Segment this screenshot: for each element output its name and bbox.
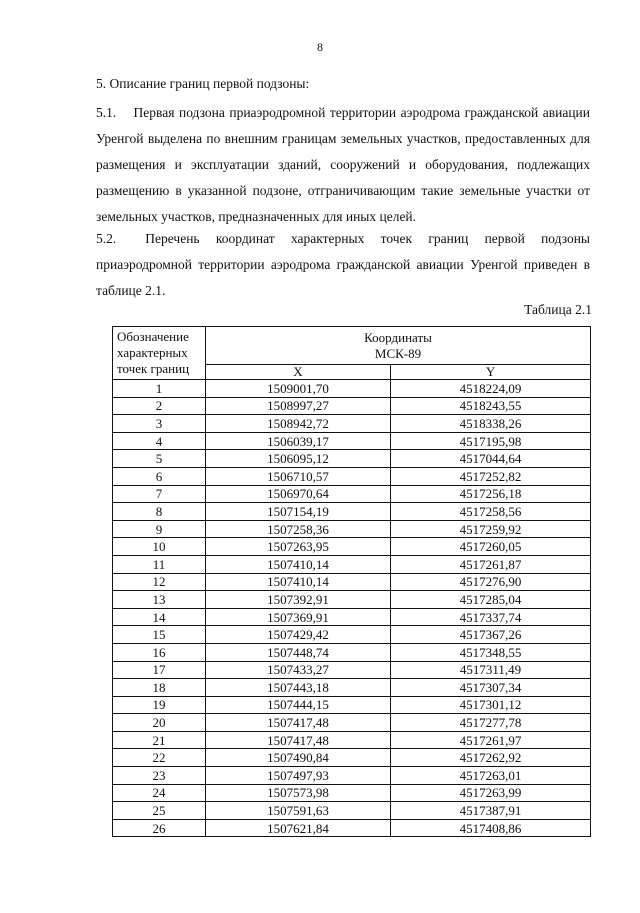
table-row (113, 696, 591, 714)
y-coordinate-cell: 4517348,55 (391, 643, 591, 661)
page-number: 8 (317, 40, 323, 54)
table-row (113, 538, 591, 556)
x-coordinate-cell: 1506095,12 (206, 450, 391, 468)
y-coordinate-cell: 4517277,78 (391, 714, 591, 732)
y-coordinate-cell: 4517285,04 (391, 591, 591, 609)
point-number-cell: 4 (113, 432, 206, 450)
y-coordinate-cell: 4517262,92 (391, 749, 591, 767)
x-coordinate-cell: 1507490,84 (206, 749, 391, 767)
coordinates-header-system: МСК-89 (374, 345, 422, 361)
x-coordinate-cell: 1507392,91 (206, 591, 391, 609)
x-coordinate-cell: 1509001,70 (206, 380, 391, 398)
y-coordinate-cell: 4517301,12 (391, 696, 591, 714)
point-number-cell: 6 (113, 467, 206, 485)
x-coordinate-cell: 1507448,74 (206, 643, 391, 661)
coordinates-header (206, 327, 591, 365)
point-number-cell: 26 (113, 819, 206, 837)
table-row (113, 380, 591, 398)
point-number-cell: 21 (113, 731, 206, 749)
x-coordinate-cell: 1506039,17 (206, 432, 391, 450)
table-row (113, 784, 591, 802)
table-row (113, 661, 591, 679)
y-coordinate-cell: 4517276,90 (391, 573, 591, 591)
table-row (113, 485, 591, 503)
y-coordinate-cell: 4517261,97 (391, 731, 591, 749)
x-coordinate-cell: 1507573,98 (206, 784, 391, 802)
table-row (113, 555, 591, 573)
point-number-cell: 25 (113, 802, 206, 820)
table-row (113, 714, 591, 732)
table-row (113, 397, 591, 415)
x-coordinate-cell: 1507591,63 (206, 802, 391, 820)
x-header: X (206, 365, 391, 380)
x-coordinate-cell: 1507258,36 (206, 520, 391, 538)
y-coordinate-cell: 4517307,34 (391, 679, 591, 697)
y-coordinate-cell: 4518243,55 (391, 397, 591, 415)
point-number-cell: 3 (113, 415, 206, 433)
point-number-cell: 20 (113, 714, 206, 732)
point-number-cell: 2 (113, 397, 206, 415)
x-coordinate-cell: 1507263,95 (206, 538, 391, 556)
point-number-cell: 23 (113, 767, 206, 785)
coordinates-header-title: Координаты (364, 329, 432, 345)
point-number-cell: 7 (113, 485, 206, 503)
coordinates-table (112, 326, 591, 837)
table-row (113, 415, 591, 433)
x-coordinate-cell: 1507444,15 (206, 696, 391, 714)
y-coordinate-cell: 4517252,82 (391, 467, 591, 485)
y-coordinate-cell: 4517195,98 (391, 432, 591, 450)
y-coordinate-cell: 4517387,91 (391, 802, 591, 820)
table-row (113, 503, 591, 521)
y-coordinate-cell: 4517311,49 (391, 661, 591, 679)
y-coordinate-cell: 4517408,86 (391, 819, 591, 837)
x-coordinate-cell: 1507410,14 (206, 555, 391, 573)
y-header: Y (391, 365, 591, 380)
x-coordinate-cell: 1506970,64 (206, 485, 391, 503)
x-coordinate-cell: 1507621,84 (206, 819, 391, 837)
paragraph-text: Первая подзона приаэродромной территории аэродрома гражданской авиации Уренгой выделена по внешним границам земельных участков, предоставленных для размещения и эксплуатации зданий, сооружений и оборудования, подлежащих размещению в указанной подзоне, отграничивающим такие земельные участки от земельных участков, предназначенных для иных целей. (96, 105, 590, 224)
point-number-cell: 16 (113, 643, 206, 661)
table-row (113, 643, 591, 661)
y-coordinate-cell: 4518224,09 (391, 380, 591, 398)
x-coordinate-cell: 1507410,14 (206, 573, 391, 591)
table-row (113, 749, 591, 767)
x-coordinate-cell: 1507417,48 (206, 714, 391, 732)
paragraph-5-1 (96, 100, 590, 230)
y-coordinate-cell: 4517263,01 (391, 767, 591, 785)
point-number-cell: 15 (113, 626, 206, 644)
table-row (113, 819, 591, 837)
table-row (113, 432, 591, 450)
point-number-cell: 9 (113, 520, 206, 538)
point-number-cell: 22 (113, 749, 206, 767)
point-number-cell: 18 (113, 679, 206, 697)
x-coordinate-cell: 1507154,19 (206, 503, 391, 521)
y-coordinate-cell: 4517044,64 (391, 450, 591, 468)
table-row (113, 591, 591, 609)
point-number-cell: 24 (113, 784, 206, 802)
x-coordinate-cell: 1508942,72 (206, 415, 391, 433)
point-number-cell: 5 (113, 450, 206, 468)
y-coordinate-cell: 4517259,92 (391, 520, 591, 538)
y-coordinate-cell: 4518338,26 (391, 415, 591, 433)
point-number-cell: 19 (113, 696, 206, 714)
x-coordinate-cell: 1507497,93 (206, 767, 391, 785)
table-row (113, 731, 591, 749)
paragraph-text: Перечень координат характерных точек границ первой подзоны приаэродромной территории аэродрома гражданской авиации Уренгой приведен в таблице 2.1. (96, 231, 591, 298)
table-row (113, 626, 591, 644)
table-row (113, 679, 591, 697)
point-number-cell: 17 (113, 661, 206, 679)
y-coordinate-cell: 4517260,05 (391, 538, 591, 556)
x-coordinate-cell: 1508997,27 (206, 397, 391, 415)
x-coordinate-cell: 1507429,42 (206, 626, 391, 644)
table-row (113, 767, 591, 785)
y-coordinate-cell: 4517367,26 (391, 626, 591, 644)
paragraph-number: 5.1. (96, 105, 117, 120)
point-number-cell: 14 (113, 608, 206, 626)
coordinates-table-body (113, 380, 591, 837)
point-number-cell: 8 (113, 503, 206, 521)
paragraph-number: 5.2. (96, 231, 117, 246)
table-row (113, 608, 591, 626)
x-coordinate-cell: 1507433,27 (206, 661, 391, 679)
y-coordinate-cell: 4517337,74 (391, 608, 591, 626)
x-coordinate-cell: 1506710,57 (206, 467, 391, 485)
point-number-cell: 11 (113, 555, 206, 573)
y-coordinate-cell: 4517258,56 (391, 503, 591, 521)
table-row (113, 467, 591, 485)
point-name-header: Обозначение характерных точек границ (113, 327, 206, 380)
paragraph-5-2 (96, 226, 590, 304)
point-number-cell: 10 (113, 538, 206, 556)
x-coordinate-cell: 1507443,18 (206, 679, 391, 697)
table-row (113, 520, 591, 538)
x-coordinate-cell: 1507369,91 (206, 608, 391, 626)
x-coordinate-cell: 1507417,48 (206, 731, 391, 749)
table-row (113, 802, 591, 820)
point-number-cell: 13 (113, 591, 206, 609)
section-heading: 5. Описание границ первой подзоны: (96, 76, 310, 91)
y-coordinate-cell: 4517256,18 (391, 485, 591, 503)
point-number-cell: 12 (113, 573, 206, 591)
y-coordinate-cell: 4517263,99 (391, 784, 591, 802)
table-label: Таблица 2.1 (524, 302, 592, 317)
point-number-cell: 1 (113, 380, 206, 398)
table-row (113, 573, 591, 591)
table-row (113, 450, 591, 468)
y-coordinate-cell: 4517261,87 (391, 555, 591, 573)
